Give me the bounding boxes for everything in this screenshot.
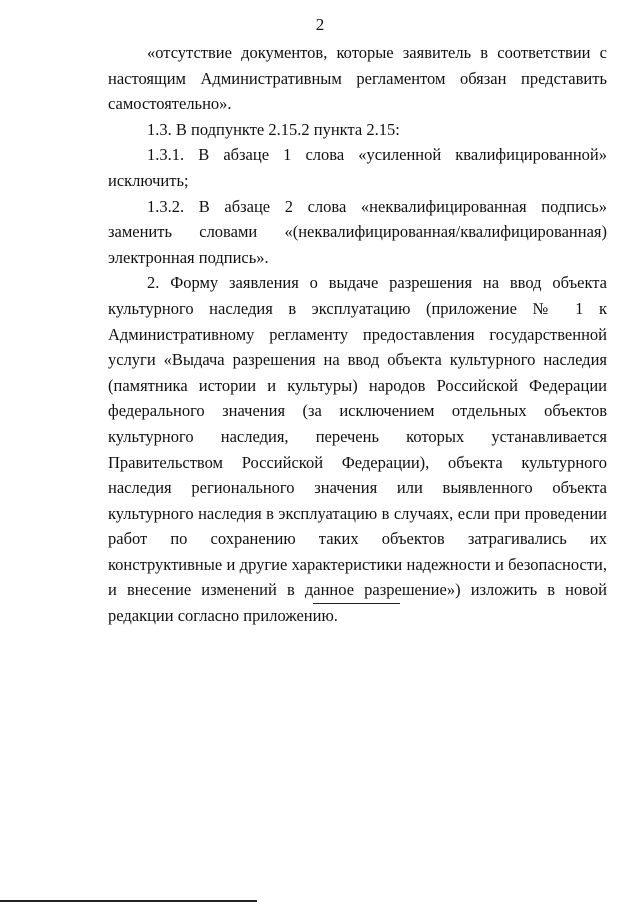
paragraph-1-3-1: 1.3.1. В абзаце 1 слова «усиленной квалифицированной» исключить; <box>108 145 607 190</box>
page-number: 2 <box>315 15 325 34</box>
end-separator-line <box>313 603 400 604</box>
paragraph-1-3: 1.3. В подпункте 2.15.2 пункта 2.15: <box>147 119 400 139</box>
document-body <box>108 40 607 629</box>
paragraph-2: 2. Форму заявления о выдаче разрешения на ввод объекта культурного наследия в эксплуатацию (приложение № 1 к Административному регламенту предоставления государственной услуги «Выдача разрешения на ввод объекта культурного наследия (памятника истории и культуры) народов Российской Федерации федерального значения (за исключением отдельных объектов культурного наследия, перечень которых устанавливается Правительством Российской Федерации), объекта культурного наследия регионального значения или выявленного объекта культурного наследия в эксплуатацию в случаях, если при проведении работ по сохранению таких объектов затрагивались их конструктивные и другие характеристики надежности и безопасности, и внесение изменений в данное разрешение») изложить в новой редакции согласно приложению. <box>108 273 607 626</box>
paragraph-1-3-2: 1.3.2. В абзаце 2 слова «неквалифицированная подпись» заменить словами «(неквалифицированная/квалифицированная) электронная подпись». <box>108 196 607 267</box>
footer-rule <box>0 900 257 902</box>
paragraph-quote-continuation: «отсутствие документов, которые заявитель в соответствии с настоящим Административным регламентом обязан представить самостоятельно». <box>108 43 607 114</box>
